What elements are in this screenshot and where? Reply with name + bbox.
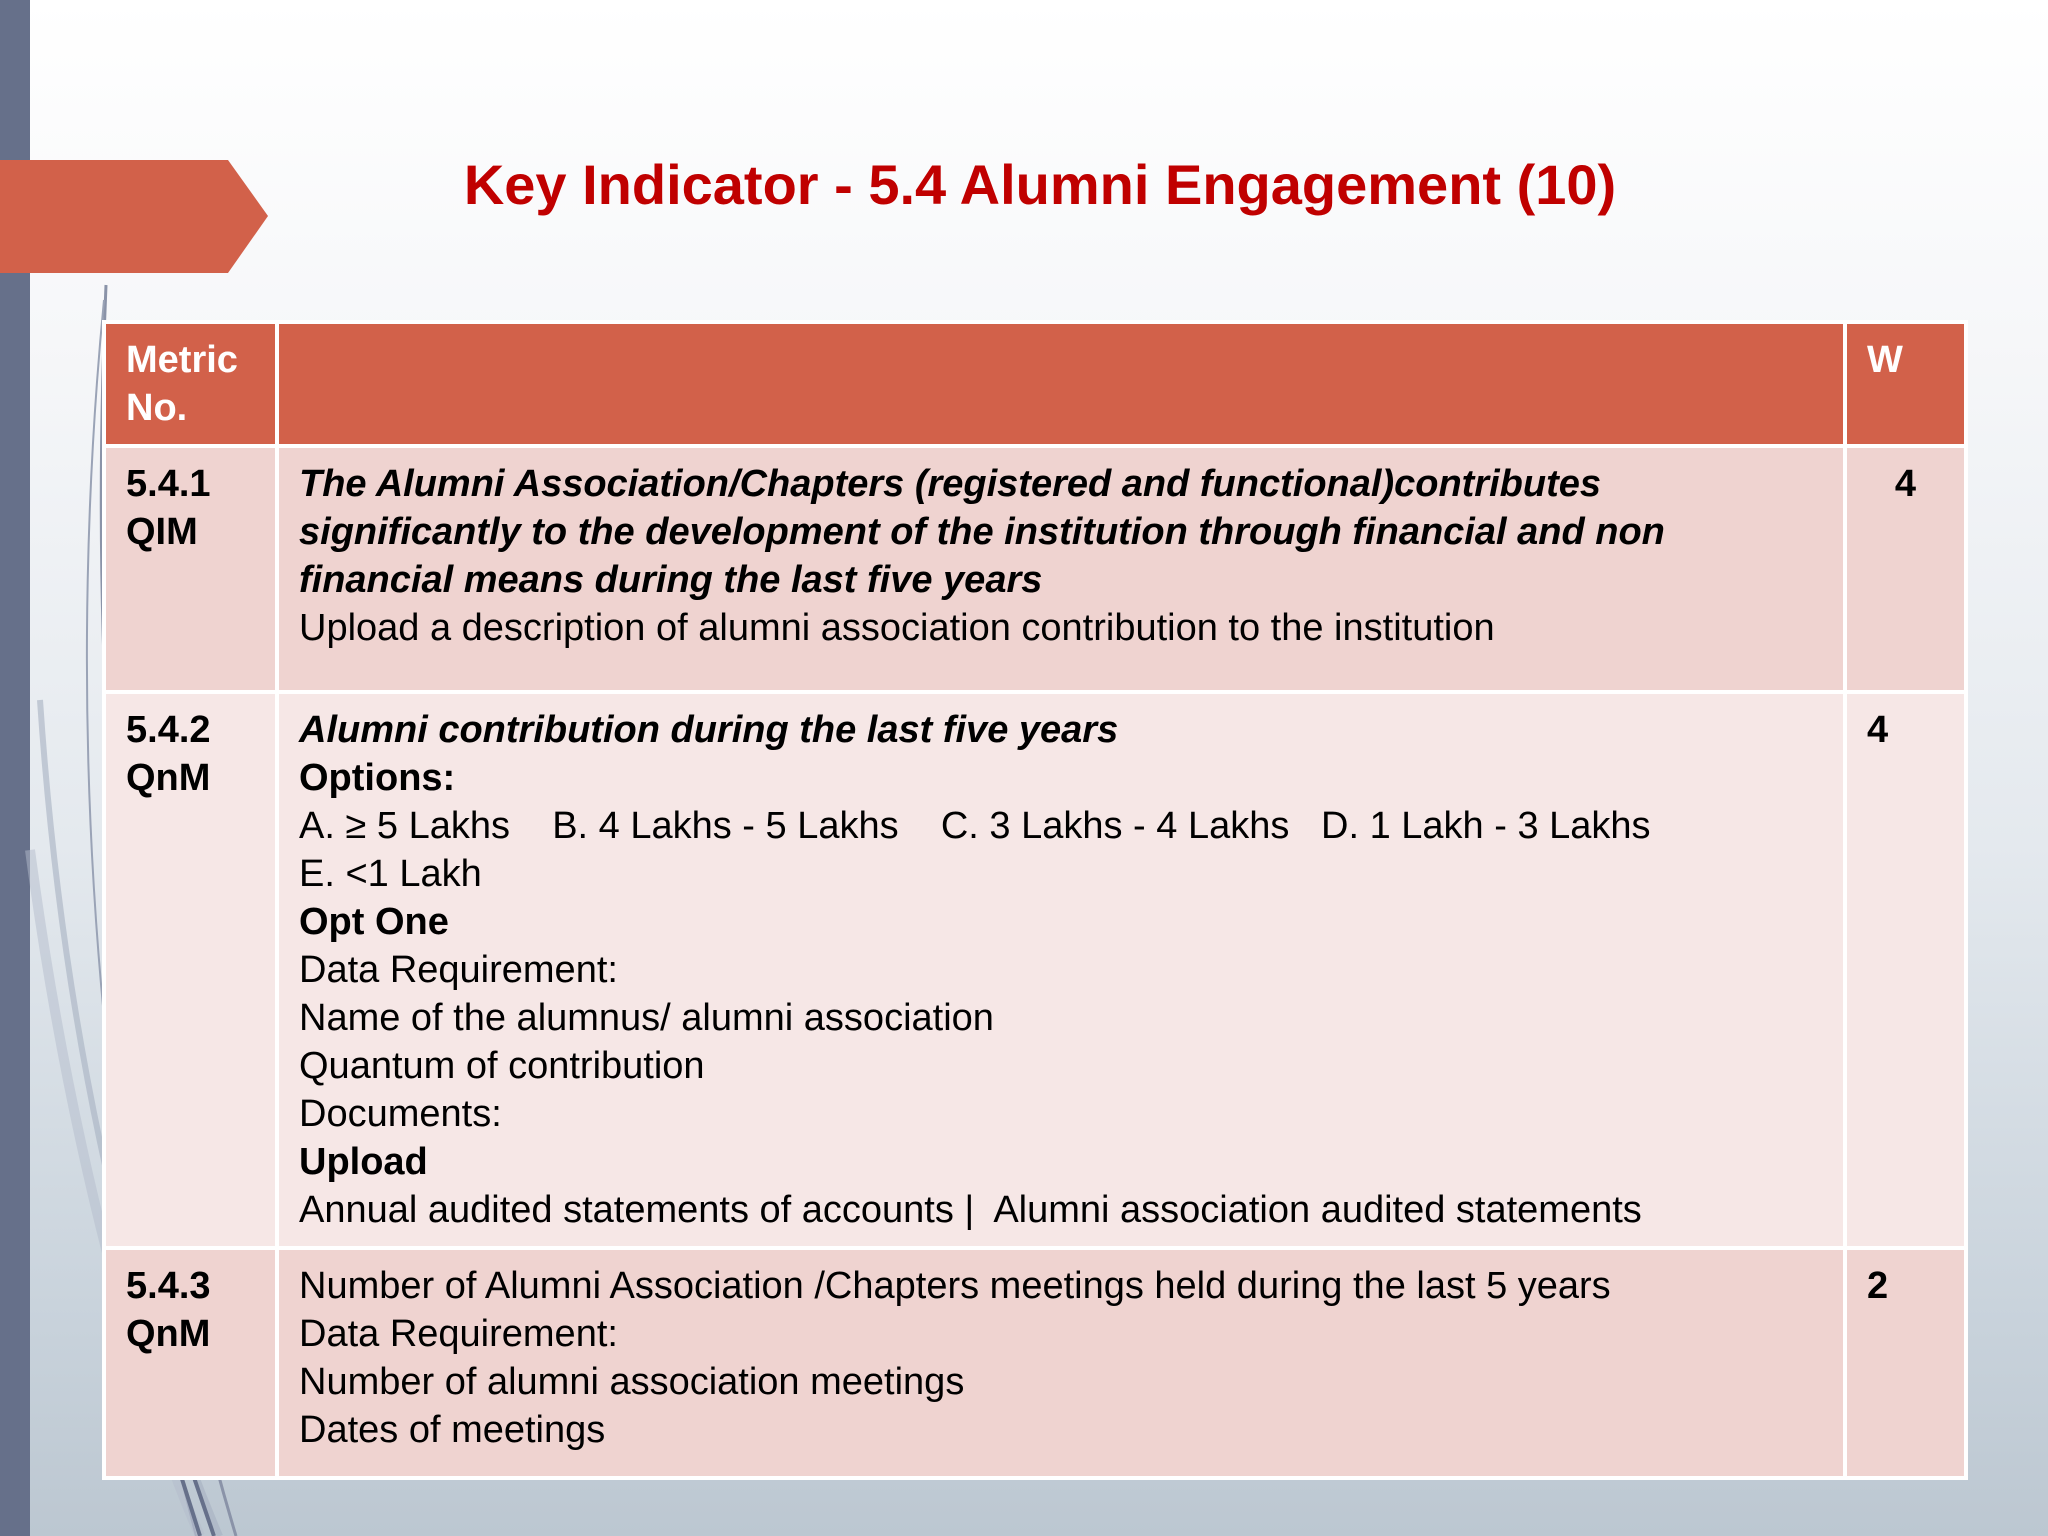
upload-label: Upload <box>299 1141 428 1183</box>
header-weight: W <box>1845 322 1966 446</box>
metric-description-cell <box>277 692 1845 1248</box>
table-row <box>104 692 1966 1248</box>
metric-id-cell <box>104 692 277 1248</box>
metric-number: 5.4.2 <box>126 709 211 751</box>
options-line: A. ≥ 5 Lakhs B. 4 Lakhs - 5 Lakhs C. 3 Lakhs - 4 Lakhs D. 1 Lakh - 3 Lakhs <box>299 805 1651 847</box>
metric-text: Number of Alumni Association /Chapters meetings held during the last 5 years <box>299 1265 1611 1307</box>
metric-title: The Alumni Association/Chapters (registered and functional)contributes significantly to the development of the institution through financial and non financial means during the last five years <box>299 463 1665 601</box>
documents-label: Documents: <box>299 1093 502 1135</box>
metrics-table <box>102 320 1968 1480</box>
options-label: Options: <box>299 757 456 799</box>
metric-type: QIM <box>126 511 198 553</box>
requirement-item: Name of the alumnus/ alumni association <box>299 997 994 1039</box>
metric-weight: 4 <box>1845 692 1966 1248</box>
table-row <box>104 1248 1966 1478</box>
metric-title: Alumni contribution during the last five years <box>299 709 1119 751</box>
metric-weight: 2 <box>1845 1248 1966 1478</box>
metric-text: Upload a description of alumni association contribution to the institution <box>299 607 1495 649</box>
metric-number: 5.4.3 <box>126 1265 211 1307</box>
header-metric-no: Metric No. <box>104 322 277 446</box>
title-arrow-shape <box>0 160 268 273</box>
metric-weight: 4 <box>1845 446 1966 692</box>
metric-description-cell <box>277 1248 1845 1478</box>
metric-id-cell <box>104 1248 277 1478</box>
data-requirement-label: Data Requirement: <box>299 1313 618 1355</box>
header-description <box>277 322 1845 446</box>
requirement-item: Quantum of contribution <box>299 1045 705 1087</box>
metric-number: 5.4.1 <box>126 463 211 505</box>
metric-description-cell <box>277 446 1845 692</box>
requirement-item: Number of alumni association meetings <box>299 1361 965 1403</box>
opt-one-label: Opt One <box>299 901 449 943</box>
options-line: E. <1 Lakh <box>299 853 482 895</box>
table-header-row <box>104 322 1966 446</box>
metric-type: QnM <box>126 1313 211 1355</box>
requirement-item: Dates of meetings <box>299 1409 606 1451</box>
data-requirement-label: Data Requirement: <box>299 949 618 991</box>
table-row <box>104 446 1966 692</box>
upload-items: Annual audited statements of accounts | Alumni association audited statements <box>299 1189 1642 1231</box>
metric-id-cell <box>104 446 277 692</box>
slide-title: Key Indicator - 5.4 Alumni Engagement (10) <box>463 153 1617 216</box>
metric-type: QnM <box>126 757 211 799</box>
